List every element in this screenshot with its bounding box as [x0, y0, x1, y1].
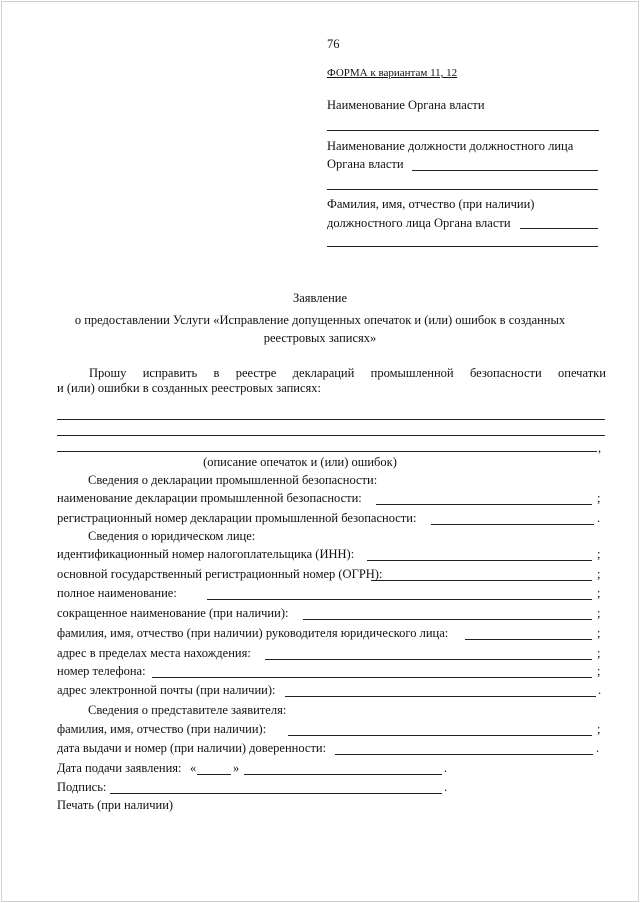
- period: .: [444, 780, 448, 794]
- semicolon: ;: [597, 722, 601, 736]
- addressee-organ-suffix: Органа власти: [327, 157, 404, 171]
- position-field[interactable]: [412, 170, 598, 171]
- document-title: Заявление: [292, 291, 347, 305]
- ogrn-field[interactable]: [371, 580, 592, 581]
- errors-field-1[interactable]: [57, 419, 605, 420]
- request-word: реестре: [235, 366, 277, 380]
- request-word: исправить: [142, 366, 198, 380]
- head-field[interactable]: [465, 639, 592, 640]
- request-word: опечатки: [558, 366, 606, 380]
- form-label: ФОРМА к вариантам 11, 12: [327, 67, 458, 79]
- period: .: [596, 741, 600, 755]
- date-day-field[interactable]: [197, 774, 231, 775]
- organ-field[interactable]: [327, 130, 599, 131]
- representative-heading: Сведения о представителе заявителя:: [88, 703, 287, 717]
- legal-entity-heading: Сведения о юридическом лице:: [88, 529, 256, 543]
- head-label: фамилия, имя, отчество (при наличии) руководителя юридического лица:: [57, 626, 449, 640]
- stamp-label: Печать (при наличии): [57, 798, 174, 812]
- errors-caption: (описание опечаток и (или) ошибок): [203, 455, 397, 469]
- semicolon: ;: [597, 626, 601, 640]
- request-word: в: [213, 366, 220, 380]
- signature-field[interactable]: [110, 793, 442, 794]
- declaration-heading: Сведения о декларации промышленной безопасности:: [88, 473, 378, 487]
- semicolon: ;: [597, 646, 601, 660]
- declaration-name-field[interactable]: [376, 504, 592, 505]
- representative-name-label: фамилия, имя, отчество (при наличии):: [57, 722, 267, 736]
- semicolon: ;: [597, 586, 601, 600]
- poa-label: дата выдачи и номер (при наличии) доверенности:: [57, 741, 327, 755]
- addressee-official: должностного лица Органа власти: [327, 216, 511, 230]
- representative-name-field[interactable]: [288, 735, 592, 736]
- request-word: деклараций: [292, 366, 355, 380]
- page-number: 76: [327, 37, 340, 51]
- period: .: [597, 511, 601, 525]
- poa-field[interactable]: [335, 754, 593, 755]
- date-label: Дата подачи заявления:: [57, 761, 182, 775]
- semicolon: ;: [597, 664, 601, 678]
- address-label: адрес в пределах места нахождения:: [57, 646, 251, 660]
- errors-comma: ,: [598, 441, 602, 455]
- email-field[interactable]: [285, 696, 596, 697]
- date-quote-open: «: [190, 761, 197, 775]
- inn-label: идентификационный номер налогоплательщика (ИНН):: [57, 547, 355, 561]
- position-field-2[interactable]: [327, 189, 598, 190]
- inn-field[interactable]: [367, 560, 592, 561]
- semicolon: ;: [597, 606, 601, 620]
- request-word: Прошу: [89, 366, 127, 380]
- address-field[interactable]: [265, 659, 592, 660]
- document-subtitle-1: о предоставлении Услуги «Исправление допущенных опечаток и (или) ошибок в созданных: [74, 313, 566, 327]
- signature-label: Подпись:: [57, 780, 107, 794]
- phone-field[interactable]: [152, 677, 592, 678]
- official-field[interactable]: [520, 228, 598, 229]
- request-word: безопасности: [469, 366, 542, 380]
- full-name-field[interactable]: [207, 599, 592, 600]
- request-line-1: [89, 366, 606, 381]
- request-line-2: и (или) ошибки в созданных реестровых записях:: [57, 381, 322, 395]
- phone-label: номер телефона:: [57, 664, 146, 678]
- request-word: промышленной: [370, 366, 454, 380]
- declaration-name-label: наименование декларации промышленной безопасности:: [57, 491, 362, 505]
- period: .: [444, 761, 448, 775]
- addressee-organ: Наименование Органа власти: [327, 98, 485, 112]
- addressee-fio: Фамилия, имя, отчество (при наличии): [327, 197, 535, 211]
- full-name-label: полное наименование:: [57, 586, 177, 600]
- semicolon: ;: [597, 567, 601, 581]
- email-label: адрес электронной почты (при наличии):: [57, 683, 276, 697]
- official-field-2[interactable]: [327, 246, 598, 247]
- semicolon: ;: [597, 491, 601, 505]
- date-month-year-field[interactable]: [244, 774, 442, 775]
- addressee-position: Наименование должности должностного лица: [327, 139, 574, 153]
- date-quote-close: »: [233, 761, 240, 775]
- period: .: [598, 683, 602, 697]
- errors-field-2[interactable]: [57, 435, 605, 436]
- semicolon: ;: [597, 547, 601, 561]
- declaration-reg-field[interactable]: [431, 524, 594, 525]
- declaration-reg-label: регистрационный номер декларации промышленной безопасности:: [57, 511, 417, 525]
- errors-field-3[interactable]: [57, 451, 597, 452]
- short-name-label: сокращенное наименование (при наличии):: [57, 606, 289, 620]
- short-name-field[interactable]: [303, 619, 592, 620]
- ogrn-label: основной государственный регистрационный номер (ОГРН):: [57, 567, 383, 581]
- document-subtitle-2: реестровых записях»: [263, 331, 377, 345]
